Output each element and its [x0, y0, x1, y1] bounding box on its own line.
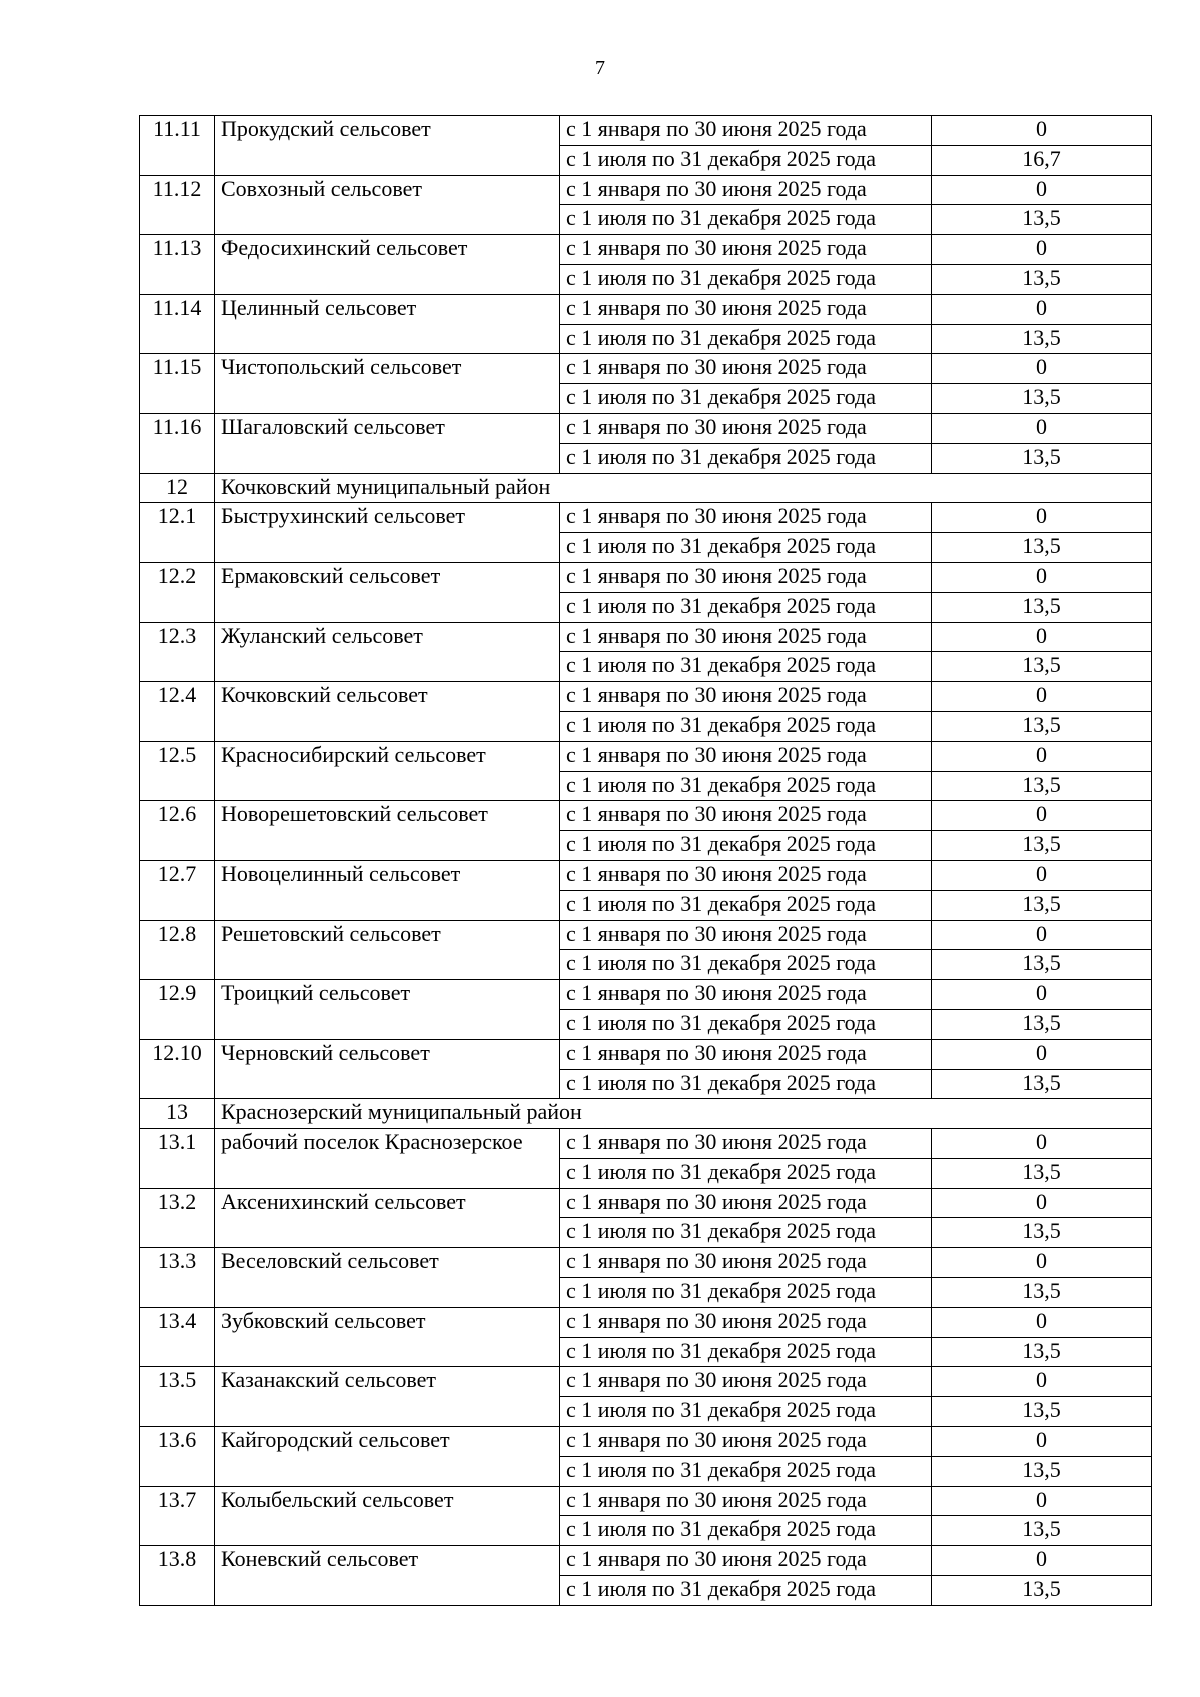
value-cell: 13,5 [932, 1158, 1152, 1188]
period-cell: с 1 июля по 31 декабря 2025 года [560, 1576, 932, 1606]
table-row [140, 1427, 1152, 1457]
period-cell: с 1 января по 30 июня 2025 года [560, 1248, 932, 1278]
period-cell: с 1 июля по 31 декабря 2025 года [560, 1337, 932, 1367]
period-cell: с 1 июля по 31 декабря 2025 года [560, 950, 932, 980]
value-cell: 0 [932, 1546, 1152, 1576]
table-row [140, 801, 1152, 831]
settlement-name: Совхозный сельсовет [215, 175, 560, 235]
value-cell: 0 [932, 1129, 1152, 1159]
value-cell: 13,5 [932, 1009, 1152, 1039]
row-number: 13.3 [140, 1248, 215, 1308]
period-cell: с 1 января по 30 июня 2025 года [560, 1367, 932, 1397]
period-cell: с 1 июля по 31 декабря 2025 года [560, 831, 932, 861]
period-cell: с 1 января по 30 июня 2025 года [560, 1307, 932, 1337]
table-row [140, 741, 1152, 771]
period-cell: с 1 июля по 31 декабря 2025 года [560, 145, 932, 175]
table-row [140, 682, 1152, 712]
district-header-row [140, 1099, 1152, 1129]
period-cell: с 1 июля по 31 декабря 2025 года [560, 264, 932, 294]
value-cell: 0 [932, 294, 1152, 324]
period-cell: с 1 июля по 31 декабря 2025 года [560, 443, 932, 473]
value-cell: 0 [932, 1188, 1152, 1218]
period-cell: с 1 июля по 31 декабря 2025 года [560, 1397, 932, 1427]
value-cell: 13,5 [932, 324, 1152, 354]
period-cell: с 1 июля по 31 декабря 2025 года [560, 771, 932, 801]
value-cell: 13,5 [932, 1218, 1152, 1248]
table-row [140, 354, 1152, 384]
period-cell: с 1 января по 30 июня 2025 года [560, 622, 932, 652]
row-number: 11.14 [140, 294, 215, 354]
row-number: 12.3 [140, 622, 215, 682]
row-number: 12.6 [140, 801, 215, 861]
table-row [140, 980, 1152, 1010]
value-cell: 0 [932, 175, 1152, 205]
settlement-name: Новоцелинный сельсовет [215, 860, 560, 920]
period-cell: с 1 января по 30 июня 2025 года [560, 413, 932, 443]
row-number: 13.6 [140, 1427, 215, 1487]
value-cell: 13,5 [932, 771, 1152, 801]
period-cell: с 1 января по 30 июня 2025 года [560, 860, 932, 890]
period-cell: с 1 июля по 31 декабря 2025 года [560, 1158, 932, 1188]
table-row [140, 562, 1152, 592]
period-cell: с 1 июля по 31 декабря 2025 года [560, 533, 932, 563]
settlement-name: Веселовский сельсовет [215, 1248, 560, 1308]
value-cell: 0 [932, 920, 1152, 950]
table-row [140, 860, 1152, 890]
row-number: 12.5 [140, 741, 215, 801]
value-cell: 13,5 [932, 205, 1152, 235]
period-cell: с 1 января по 30 июня 2025 года [560, 1129, 932, 1159]
value-cell: 0 [932, 980, 1152, 1010]
value-cell: 13,5 [932, 1516, 1152, 1546]
period-cell: с 1 января по 30 июня 2025 года [560, 175, 932, 205]
period-cell: с 1 июля по 31 декабря 2025 года [560, 324, 932, 354]
table-row [140, 294, 1152, 324]
row-number: 12.2 [140, 562, 215, 622]
table-row [140, 1546, 1152, 1576]
period-cell: с 1 января по 30 июня 2025 года [560, 1039, 932, 1069]
value-cell: 13,5 [932, 384, 1152, 414]
district-name: Кочковский муниципальный район [215, 473, 1152, 503]
period-cell: с 1 июля по 31 декабря 2025 года [560, 205, 932, 235]
row-number: 12.7 [140, 860, 215, 920]
value-cell: 13,5 [932, 443, 1152, 473]
value-cell: 0 [932, 1486, 1152, 1516]
value-cell: 13,5 [932, 1069, 1152, 1099]
settlement-name: Чистопольский сельсовет [215, 354, 560, 414]
period-cell: с 1 июля по 31 декабря 2025 года [560, 384, 932, 414]
row-number: 12.9 [140, 980, 215, 1040]
period-cell: с 1 января по 30 июня 2025 года [560, 741, 932, 771]
settlement-name: Решетовский сельсовет [215, 920, 560, 980]
row-number: 11.16 [140, 413, 215, 473]
period-cell: с 1 января по 30 июня 2025 года [560, 235, 932, 265]
period-cell: с 1 июля по 31 декабря 2025 года [560, 592, 932, 622]
settlement-name: Казанакский сельсовет [215, 1367, 560, 1427]
settlement-name: Колыбельский сельсовет [215, 1486, 560, 1546]
value-cell: 0 [932, 116, 1152, 146]
row-number: 13.8 [140, 1546, 215, 1606]
table-row [140, 920, 1152, 950]
table-row [140, 622, 1152, 652]
value-cell: 13,5 [932, 890, 1152, 920]
value-cell: 0 [932, 682, 1152, 712]
value-cell: 0 [932, 801, 1152, 831]
settlement-name: Кочковский сельсовет [215, 682, 560, 742]
settlement-name: Зубковский сельсовет [215, 1307, 560, 1367]
table-row [140, 1307, 1152, 1337]
row-number: 12.10 [140, 1039, 215, 1099]
row-number: 13.2 [140, 1188, 215, 1248]
period-cell: с 1 января по 30 июня 2025 года [560, 920, 932, 950]
period-cell: с 1 января по 30 июня 2025 года [560, 562, 932, 592]
district-header-row [140, 473, 1152, 503]
value-cell: 13,5 [932, 264, 1152, 294]
table-row [140, 1486, 1152, 1516]
value-cell: 0 [932, 413, 1152, 443]
district-name: Краснозерский муниципальный район [215, 1099, 1152, 1129]
period-cell: с 1 июля по 31 декабря 2025 года [560, 711, 932, 741]
period-cell: с 1 января по 30 июня 2025 года [560, 980, 932, 1010]
period-cell: с 1 января по 30 июня 2025 года [560, 801, 932, 831]
value-cell: 13,5 [932, 533, 1152, 563]
table-row [140, 1039, 1152, 1069]
table-body [140, 116, 1152, 1606]
value-cell: 13,5 [932, 950, 1152, 980]
row-number: 12.1 [140, 503, 215, 563]
row-number: 12 [140, 473, 215, 503]
value-cell: 0 [932, 860, 1152, 890]
value-cell: 0 [932, 503, 1152, 533]
value-cell: 13,5 [932, 711, 1152, 741]
table-row [140, 235, 1152, 265]
value-cell: 13,5 [932, 1397, 1152, 1427]
settlement-name: Жуланский сельсовет [215, 622, 560, 682]
period-cell: с 1 июля по 31 декабря 2025 года [560, 1009, 932, 1039]
table-row [140, 413, 1152, 443]
period-cell: с 1 июля по 31 декабря 2025 года [560, 1516, 932, 1546]
settlement-name: Новорешетовский сельсовет [215, 801, 560, 861]
row-number: 13.5 [140, 1367, 215, 1427]
value-cell: 13,5 [932, 1337, 1152, 1367]
period-cell: с 1 июля по 31 декабря 2025 года [560, 1278, 932, 1308]
table-row [140, 1367, 1152, 1397]
row-number: 12.4 [140, 682, 215, 742]
period-cell: с 1 января по 30 июня 2025 года [560, 503, 932, 533]
period-cell: с 1 июля по 31 декабря 2025 года [560, 890, 932, 920]
table-row [140, 175, 1152, 205]
settlement-name: Троицкий сельсовет [215, 980, 560, 1040]
row-number: 11.12 [140, 175, 215, 235]
period-cell: с 1 июля по 31 декабря 2025 года [560, 1069, 932, 1099]
value-cell: 13,5 [932, 592, 1152, 622]
row-number: 13 [140, 1099, 215, 1129]
settlement-name: Аксенихинский сельсовет [215, 1188, 560, 1248]
value-cell: 13,5 [932, 1576, 1152, 1606]
value-cell: 0 [932, 622, 1152, 652]
settlement-name: Коневский сельсовет [215, 1546, 560, 1606]
period-cell: с 1 июля по 31 декабря 2025 года [560, 1456, 932, 1486]
value-cell: 0 [932, 741, 1152, 771]
period-cell: с 1 января по 30 июня 2025 года [560, 1546, 932, 1576]
page-number: 7 [595, 57, 605, 79]
rates-table [139, 115, 1152, 1606]
value-cell: 0 [932, 1248, 1152, 1278]
value-cell: 13,5 [932, 831, 1152, 861]
table-row [140, 503, 1152, 533]
value-cell: 13,5 [932, 1278, 1152, 1308]
period-cell: с 1 июля по 31 декабря 2025 года [560, 1218, 932, 1248]
settlement-name: Черновский сельсовет [215, 1039, 560, 1099]
period-cell: с 1 июля по 31 декабря 2025 года [560, 652, 932, 682]
value-cell: 13,5 [932, 652, 1152, 682]
settlement-name: Кайгородский сельсовет [215, 1427, 560, 1487]
value-cell: 0 [932, 1039, 1152, 1069]
table-row [140, 1129, 1152, 1159]
settlement-name: Федосихинский сельсовет [215, 235, 560, 295]
settlement-name: Быструхинский сельсовет [215, 503, 560, 563]
period-cell: с 1 января по 30 июня 2025 года [560, 682, 932, 712]
row-number: 12.8 [140, 920, 215, 980]
value-cell: 0 [932, 1427, 1152, 1457]
row-number: 11.11 [140, 116, 215, 176]
period-cell: с 1 января по 30 июня 2025 года [560, 1427, 932, 1457]
row-number: 11.15 [140, 354, 215, 414]
row-number: 13.4 [140, 1307, 215, 1367]
settlement-name: Шагаловский сельсовет [215, 413, 560, 473]
value-cell: 0 [932, 562, 1152, 592]
row-number: 13.1 [140, 1129, 215, 1189]
settlement-name: Красносибирский сельсовет [215, 741, 560, 801]
value-cell: 0 [932, 1307, 1152, 1337]
period-cell: с 1 января по 30 июня 2025 года [560, 1188, 932, 1218]
period-cell: с 1 января по 30 июня 2025 года [560, 354, 932, 384]
period-cell: с 1 января по 30 июня 2025 года [560, 294, 932, 324]
settlement-name: Ермаковский сельсовет [215, 562, 560, 622]
row-number: 11.13 [140, 235, 215, 295]
value-cell: 16,7 [932, 145, 1152, 175]
settlement-name: Прокудский сельсовет [215, 116, 560, 176]
table-row [140, 116, 1152, 146]
settlement-name: рабочий поселок Краснозерское [215, 1129, 560, 1189]
value-cell: 13,5 [932, 1456, 1152, 1486]
value-cell: 0 [932, 1367, 1152, 1397]
table-row [140, 1188, 1152, 1218]
period-cell: с 1 января по 30 июня 2025 года [560, 1486, 932, 1516]
value-cell: 0 [932, 235, 1152, 265]
settlement-name: Целинный сельсовет [215, 294, 560, 354]
row-number: 13.7 [140, 1486, 215, 1546]
period-cell: с 1 января по 30 июня 2025 года [560, 116, 932, 146]
value-cell: 0 [932, 354, 1152, 384]
table-row [140, 1248, 1152, 1278]
